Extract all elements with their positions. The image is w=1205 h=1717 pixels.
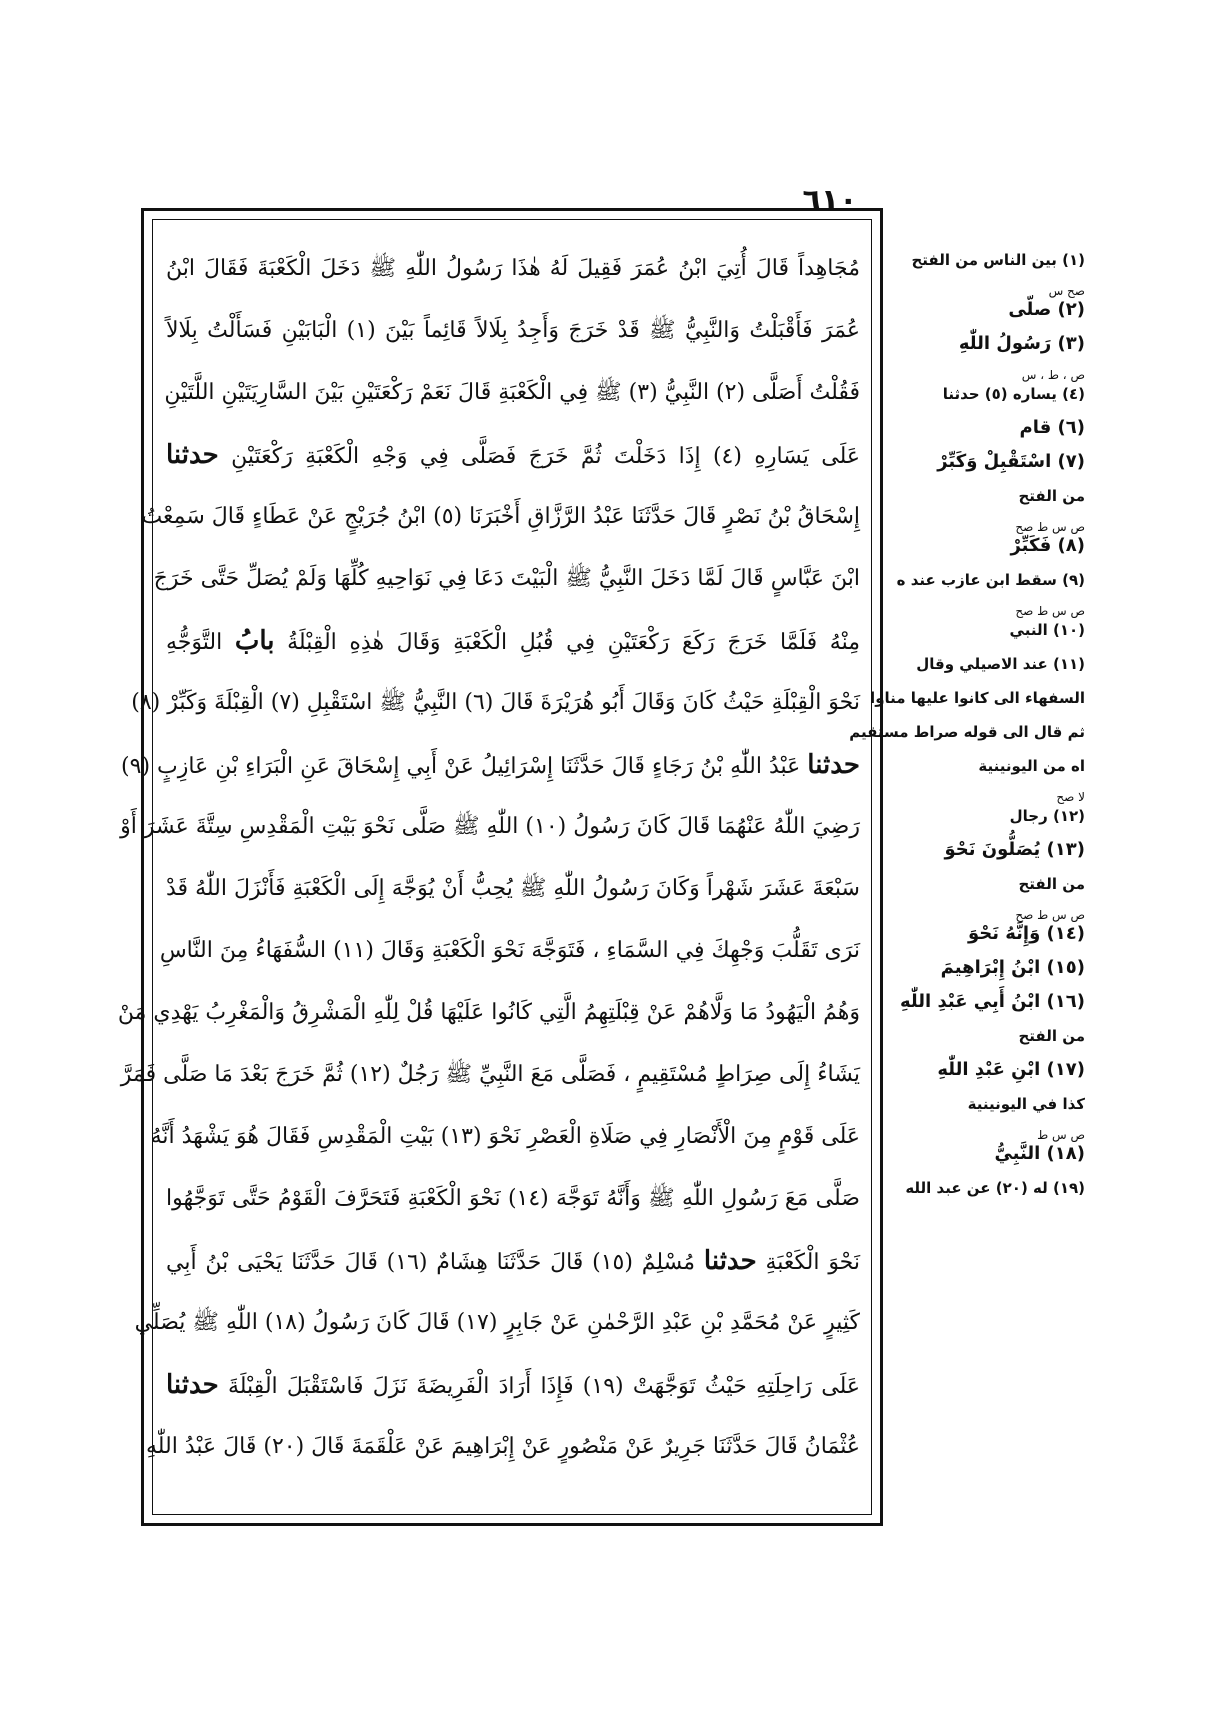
line-text: نَحْوَ الْكَعْبَةِ (765, 1250, 861, 1275)
text-line (166, 1230, 860, 1292)
margin-note: (١٤) وَإِنَّهُ نَحْوَ (967, 923, 1085, 944)
text-line (166, 1354, 860, 1416)
keyword-haddathana: بابُ (234, 626, 275, 656)
margin-notes (849, 250, 1085, 1500)
text-line (166, 424, 860, 486)
margin-note: ص س ط صح (1015, 908, 1085, 922)
line-text: عَبْدُ اللّٰهِ بْنُ رَجَاءٍ قَالَ حَدَّثَنَا إِسْرَائِيلُ عَنْ أَبِي إِسْحَاقَ عَنِ الْبَرَاءِ بْنِ عَازِبٍ (٩) (121, 754, 801, 779)
margin-note: (٨) فَكَبِّرْ (1010, 535, 1085, 556)
margin-note: (١٦) ابْنُ أَبِي عَبْدِ اللّٰهِ (899, 991, 1085, 1012)
margin-note: (٧) اسْتَقْبِلْ وَكَبِّرْ (937, 451, 1085, 472)
margin-note: (١٧) ابْنِ عَبْدِ اللّٰهِ (937, 1059, 1085, 1080)
line-text: ابْنَ عَبَّاسٍ قَالَ لَمَّا دَخَلَ النَّبِيُّ ﷺ الْبَيْتَ دَعَا فِي نَوَاحِيهِ كُلِّهَا وَلَمْ يُصَلِّ حَتَّى خَرَجَ (153, 566, 860, 591)
line-text: مِنْهُ فَلَمَّا خَرَجَ رَكَعَ رَكْعَتَيْنِ فِي قُبُلِ الْكَعْبَةِ وَقَالَ هٰذِهِ الْقِبْلَةُ (287, 630, 861, 655)
line-text: صَلَّى مَعَ رَسُولِ اللّٰهِ ﷺ وَأَنَّهُ تَوَجَّهَ (١٤) نَحْوَ الْكَعْبَةِ فَتَحَرَّفَ الْقَوْمُ حَتَّى تَوَجَّهُوا (166, 1186, 860, 1211)
margin-note: ص س ط صح (1015, 520, 1085, 534)
text-line (145, 1416, 860, 1478)
margin-note: (١٨) النَّبِيُّ (994, 1143, 1085, 1164)
line-text: عَلَى قَوْمٍ مِنَ الْأَنْصَارِ فِي صَلَاةِ الْعَصْرِ نَحْوَ (١٣) بَيْتِ الْمَقْدِسِ فَقَالَ هُوَ يَشْهَدُ أَنَّهُ (150, 1124, 860, 1149)
text-line (153, 548, 860, 610)
line-text: نَحْوَ الْقِبْلَةِ حَيْثُ كَانَ وَقَالَ أَبُو هُرَيْرَةَ قَالَ (٦) النَّبِيُّ ﷺ اسْتَقْبِلِ (٧) الْقِبْلَةَ وَكَبِّرْ (٨) (131, 690, 860, 715)
text-line (166, 1168, 860, 1230)
line-text: كَثِيرٍ عَنْ مُحَمَّدِ بْنِ عَبْدِ الرَّحْمٰنِ عَنْ جَابِرٍ (١٧) قَالَ كَانَ رَسُولُ (١٨) اللّٰهِ ﷺ يُصَلِّي (134, 1310, 860, 1335)
line-trail-text: التَّوَجُّهِ (166, 630, 223, 655)
margin-note: السفهاء الى كانوا عليها مناوا (870, 689, 1085, 707)
text-line (120, 1044, 860, 1106)
text-line (120, 796, 860, 858)
margin-note: لا صح (1056, 790, 1085, 804)
text-line (121, 734, 860, 796)
keyword-haddathana: حدثنا (166, 1370, 219, 1400)
line-text: عَلَى يَسَارِهِ (٤) إِذَا دَخَلْتَ ثُمَّ خَرَجَ فَصَلَّى فِي وَجْهِ الْكَعْبَةِ رَكْعَتَيْنِ (231, 444, 860, 469)
margin-note: صح س (1048, 284, 1085, 298)
line-text: مُجَاهِداً قَالَ أُتِيَ ابْنُ عُمَرَ فَقِيلَ لَهُ هٰذَا رَسُولُ اللّٰهِ ﷺ دَخَلَ الْكَعْبَةَ فَقَالَ ابْنُ (166, 256, 860, 281)
margin-note: (٤) يساره (٥) حدثنا (942, 385, 1085, 403)
text-line (159, 920, 860, 982)
text-line (117, 982, 860, 1044)
text-line (134, 1292, 860, 1354)
margin-note: من الفتح (1018, 487, 1085, 505)
margin-note: ص ، ط ، س (1021, 368, 1085, 382)
line-text: عَلَى رَاحِلَتِهِ حَيْثُ تَوَجَّهَتْ (١٩) فَإِذَا أَرَادَ الْفَرِيضَةَ نَزَلَ فَاسْتَقْبَلَ الْقِبْلَةَ (227, 1374, 860, 1399)
text-line (150, 1106, 860, 1168)
margin-note: ص س ط (1037, 1128, 1085, 1142)
text-line (131, 672, 860, 734)
text-line (166, 238, 860, 300)
line-text: نَرَى تَقَلُّبَ وَجْهِكَ فِي السَّمَاءِ ، فَتَوَجَّهَ نَحْوَ الْكَعْبَةِ وَقَالَ (١١) السُّفَهَاءُ مِنَ النَّاسِ (159, 938, 860, 963)
line-text: فَقُلْتُ أَصَلَّى (٢) النَّبِيُّ (٣) ﷺ فِي الْكَعْبَةِ قَالَ نَعَمْ رَكْعَتَيْنِ بَيْنَ السَّارِيَتَيْنِ اللَّتَيْنِ (164, 380, 860, 405)
margin-note: (١٥) ابْنُ إِبْرَاهِيمَ (940, 957, 1085, 978)
line-text: يَشَاءُ إِلَى صِرَاطٍ مُسْتَقِيمٍ ، فَصَلَّى مَعَ النَّبِيِّ ﷺ رَجُلٌ (١٢) ثُمَّ خَرَجَ بَعْدَ مَا صَلَّى فَمَرَّ (120, 1062, 860, 1087)
page-number: ٦١٠ (802, 183, 858, 218)
margin-note: من الفتح (1018, 875, 1085, 893)
keyword-haddathana: حدثنا (703, 1246, 757, 1276)
margin-note: ثم قال الى قوله صراط مستقيم (849, 723, 1085, 741)
keyword-haddathana: حدثنا (807, 750, 860, 780)
keyword-haddathana: حدثنا (166, 440, 219, 470)
margin-note: (١) بين الناس من الفتح (911, 251, 1085, 269)
margin-note: ص س ط صح (1015, 604, 1085, 618)
margin-note: (١٩) له (٢٠) عن عبد الله (905, 1179, 1085, 1197)
margin-note: (٣) رَسُولُ اللّٰهِ (958, 333, 1085, 354)
margin-note: (١٠) النبي (1009, 621, 1085, 639)
line-text: عُمَرَ فَأَقْبَلْتُ وَالنَّبِيُّ ﷺ قَدْ خَرَجَ وَأَجِدُ بِلَالاً قَائِماً بَيْنَ (١) الْبَابَيْنِ فَسَأَلْتُ بِلَالاً (166, 318, 860, 343)
line-text: سَبْعَةَ عَشَرَ شَهْراً وَكَانَ رَسُولُ اللّٰهِ ﷺ يُحِبُّ أَنْ يُوَجَّهَ إِلَى الْكَعْبَةِ فَأَنْزَلَ اللّٰهُ قَدْ (166, 876, 860, 901)
margin-note: كذا في اليونينية (967, 1095, 1085, 1113)
line-text: وَهُمُ الْيَهُودُ مَا وَلَّاهُمْ عَنْ قِبْلَتِهِمُ الَّتِي كَانُوا عَلَيْهَا قُلْ لِلّٰهِ الْمَشْرِقُ وَالْمَغْرِبُ يَهْدِي مَنْ (117, 1000, 860, 1025)
margin-note: من الفتح (1018, 1027, 1085, 1045)
text-line (166, 300, 860, 362)
text-line (166, 610, 860, 672)
text-line (166, 858, 860, 920)
margin-note: (١٢) رجال (1009, 807, 1085, 825)
main-text-block (117, 238, 861, 1508)
margin-note: (٦) قام (1019, 417, 1085, 438)
text-line (141, 486, 860, 548)
margin-note: (٩) سقط ابن عازب عند ه (896, 571, 1085, 589)
margin-note: (١٣) يُصَلُّونَ نَحْوَ (944, 839, 1085, 860)
margin-note: (٢) صلّى (1008, 299, 1085, 320)
line-text: رَضِيَ اللّٰهُ عَنْهُمَا قَالَ كَانَ رَسُولُ (١٠) اللّٰهِ ﷺ صَلَّى نَحْوَ بَيْتِ الْمَقْدِسِ سِتَّةَ عَشَرَ أَوْ (120, 814, 860, 839)
line-text: إِسْحَاقُ بْنُ نَصْرٍ قَالَ حَدَّثَنَا عَبْدُ الرَّزَّاقِ أَخْبَرَنَا (٥) ابْنُ جُرَيْجٍ عَنْ عَطَاءٍ قَالَ سَمِعْتُ (141, 504, 860, 529)
line-text: عُثْمَانُ قَالَ حَدَّثَنَا جَرِيرٌ عَنْ مَنْصُورٍ عَنْ إِبْرَاهِيمَ عَنْ عَلْقَمَةَ قَالَ (٢٠) قَالَ عَبْدُ اللّٰهِ (145, 1434, 860, 1459)
text-line (166, 362, 860, 424)
margin-note: (١١) عند الاصيلي وقال (916, 655, 1085, 673)
margin-note: اه من اليونينية (978, 757, 1085, 775)
line-trail-text: مُسْلِمٌ (١٥) قَالَ حَدَّثَنَا هِشَامٌ (١٦) قَالَ حَدَّثَنَا يَحْيَى بْنُ أَبِي (166, 1250, 696, 1275)
